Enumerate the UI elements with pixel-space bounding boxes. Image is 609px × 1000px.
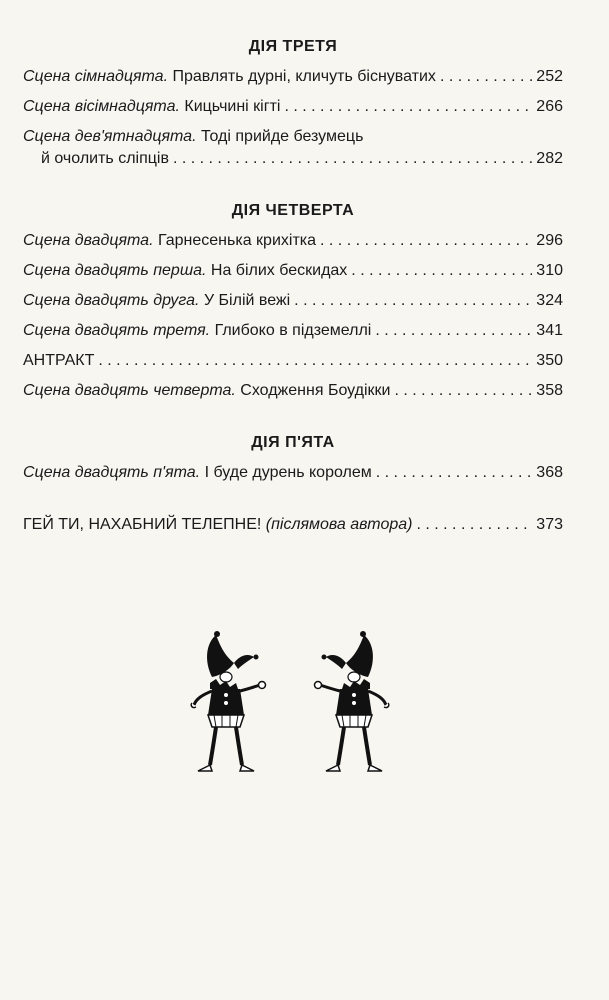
toc-entry	[23, 350, 563, 372]
scene-title: Глибоко в підземеллі	[214, 322, 372, 339]
scene-title: Тоді прийде безумець	[200, 128, 364, 145]
act5-title: ДІЯ П'ЯТА	[251, 434, 335, 451]
toc-entry	[23, 66, 563, 88]
scene-title: Гарнесенька крихітка	[157, 232, 317, 249]
page-number: 341	[536, 322, 563, 339]
scene-label: Сцена двадцята.	[23, 232, 154, 249]
page-number: 282	[536, 150, 563, 167]
dot-leader	[416, 514, 532, 536]
toc-entry	[23, 230, 563, 252]
dot-leader	[375, 320, 532, 342]
dot-leader	[320, 230, 532, 252]
afterword-note: (післямова автора)	[265, 516, 413, 533]
toc-entry	[23, 260, 563, 282]
dot-leader	[173, 148, 532, 170]
toc-entry	[23, 96, 563, 118]
scene-title: І буде дурень королем	[204, 464, 372, 481]
toc-entry	[23, 126, 563, 170]
page-number: 252	[536, 68, 563, 85]
page-number: 324	[536, 292, 563, 309]
dot-leader	[294, 290, 532, 312]
page-number: 358	[536, 382, 563, 399]
intermission-title: АНТРАКТ	[23, 352, 95, 369]
dot-leader	[351, 260, 532, 282]
page-number: 373	[536, 516, 563, 533]
scene-label: Сцена двадцять п'ята.	[23, 464, 201, 481]
dot-leader	[98, 350, 532, 372]
scene-label: Сцена двадцять четверта.	[23, 382, 236, 399]
page-number: 296	[536, 232, 563, 249]
table-of-contents	[23, 36, 563, 544]
toc-entry	[23, 290, 563, 312]
two-jesters-icon	[190, 625, 390, 780]
scene-title: На білих бескидах	[210, 262, 348, 279]
page-number: 350	[536, 352, 563, 369]
scene-label: Сцена двадцять третя.	[23, 322, 211, 339]
toc-entry	[23, 320, 563, 342]
scene-title-continued: й очолить сліпців	[41, 150, 169, 167]
scene-label: Сцена сімнадцята.	[23, 68, 169, 85]
toc-entry-afterword	[23, 514, 563, 536]
dot-leader	[440, 66, 532, 88]
afterword-title: ГЕЙ ТИ, НАХАБНИЙ ТЕЛЕПНЕ!	[23, 516, 262, 533]
dot-leader	[376, 462, 533, 484]
page-number: 266	[536, 98, 563, 115]
act4-title: ДІЯ ЧЕТВЕРТА	[231, 202, 355, 219]
scene-label: Сцена двадцять перша.	[23, 262, 207, 279]
dot-leader	[284, 96, 532, 118]
scene-title: У Білій вежі	[203, 292, 291, 309]
page-number: 310	[536, 262, 563, 279]
scene-title: Правлять дурні, кличуть біснуватих	[172, 68, 436, 85]
scene-label: Сцена вісімнадцята.	[23, 98, 180, 115]
act3-title: ДІЯ ТРЕТЯ	[248, 38, 338, 55]
dot-leader	[394, 380, 532, 402]
scene-label: Сцена двадцять друга.	[23, 292, 200, 309]
page-number: 368	[536, 464, 563, 481]
scene-label: Сцена дев'ятнадцята.	[23, 128, 197, 145]
toc-entry	[23, 380, 563, 402]
scene-title: Сходження Боудікки	[240, 382, 391, 399]
toc-entry	[23, 462, 563, 484]
scene-title: Кицьчині кігті	[184, 98, 281, 115]
